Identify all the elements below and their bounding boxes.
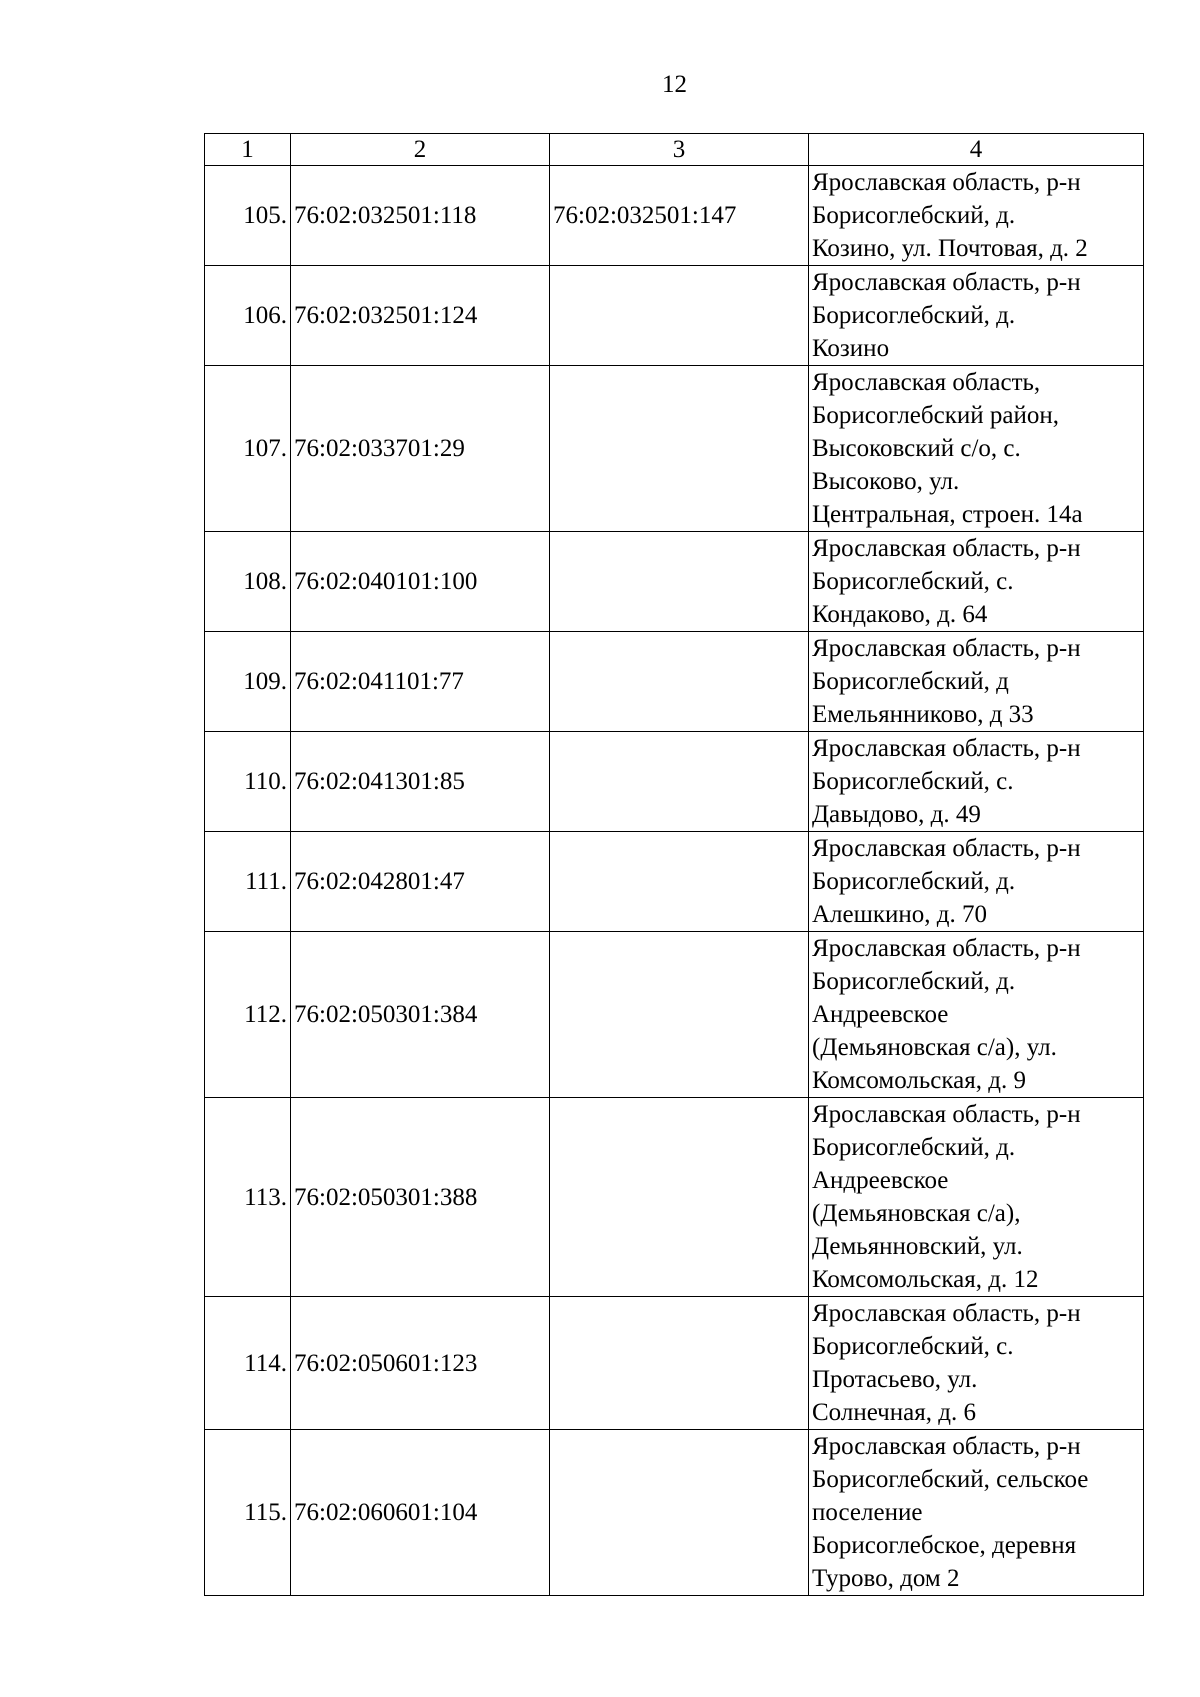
address-line: Андреевское bbox=[812, 1167, 949, 1194]
cadastral-number-cell: 76:02:042801:47 bbox=[291, 832, 550, 932]
page-number: 12 bbox=[662, 71, 687, 98]
address-line: Борисоглебский, с. bbox=[812, 768, 1014, 795]
address-line: Ярославская область, р-н bbox=[812, 835, 1081, 862]
row-number-cell: 109. bbox=[205, 632, 291, 732]
address-line: Борисоглебский, д. bbox=[812, 868, 1016, 895]
cadastral-number-cell: 76:02:033701:29 bbox=[291, 366, 550, 532]
address-line: поселение bbox=[812, 1499, 923, 1526]
address-line: Комсомольская, д. 12 bbox=[812, 1266, 1039, 1293]
registry-table bbox=[204, 133, 1144, 1596]
address-line: Ярославская область, р-н bbox=[812, 1101, 1081, 1128]
header-row bbox=[205, 134, 1144, 166]
row-number-cell: 111. bbox=[205, 832, 291, 932]
cadastral-number-cell: 76:02:032501:118 bbox=[291, 166, 550, 266]
address-line: Высоковский с/о, с. bbox=[812, 435, 1021, 462]
address-cell bbox=[809, 1297, 1144, 1430]
row-number-cell: 110. bbox=[205, 732, 291, 832]
row-number-cell: 108. bbox=[205, 532, 291, 632]
address-line: Борисоглебский, д. bbox=[812, 968, 1016, 995]
address-cell bbox=[809, 932, 1144, 1098]
address-line: Давыдово, д. 49 bbox=[812, 801, 981, 828]
table-row bbox=[205, 832, 1144, 932]
address-line: Солнечная, д. 6 bbox=[812, 1399, 976, 1426]
column-header-2: 2 bbox=[291, 134, 550, 166]
address-line: Борисоглебский, д bbox=[812, 668, 1009, 695]
building-cadastral-number-cell bbox=[550, 832, 809, 932]
table-row bbox=[205, 1098, 1144, 1297]
address-line: Ярославская область, р-н bbox=[812, 1300, 1081, 1327]
address-line: Ярославская область, р-н bbox=[812, 169, 1081, 196]
building-cadastral-number-cell bbox=[550, 1098, 809, 1297]
row-number-cell: 113. bbox=[205, 1098, 291, 1297]
column-header-1: 1 bbox=[205, 134, 291, 166]
address-cell bbox=[809, 1098, 1144, 1297]
cadastral-number-cell: 76:02:041301:85 bbox=[291, 732, 550, 832]
cadastral-number-cell: 76:02:050601:123 bbox=[291, 1297, 550, 1430]
table-row bbox=[205, 532, 1144, 632]
address-cell bbox=[809, 632, 1144, 732]
address-line: Козино bbox=[812, 335, 890, 362]
table-row bbox=[205, 166, 1144, 266]
address-line: Борисоглебский, с. bbox=[812, 1333, 1014, 1360]
cadastral-number-cell: 76:02:041101:77 bbox=[291, 632, 550, 732]
address-line: Протасьево, ул. bbox=[812, 1366, 978, 1393]
address-line: Ярославская область, р-н bbox=[812, 1433, 1081, 1460]
row-number-cell: 106. bbox=[205, 266, 291, 366]
table-row bbox=[205, 632, 1144, 732]
address-line: Ярославская область, bbox=[812, 369, 1041, 396]
building-cadastral-number-cell bbox=[550, 632, 809, 732]
address-cell bbox=[809, 366, 1144, 532]
address-line: (Демьяновская с/а), bbox=[812, 1200, 1021, 1227]
address-line: Алешкино, д. 70 bbox=[812, 901, 987, 928]
building-cadastral-number-cell: 76:02:032501:147 bbox=[550, 166, 809, 266]
cadastral-number-cell: 76:02:050301:388 bbox=[291, 1098, 550, 1297]
table-row bbox=[205, 266, 1144, 366]
address-line: Кондаково, д. 64 bbox=[812, 601, 988, 628]
address-cell bbox=[809, 832, 1144, 932]
address-line: Борисоглебское, деревня bbox=[812, 1532, 1077, 1559]
table-row bbox=[205, 1297, 1144, 1430]
cadastral-number-cell: 76:02:040101:100 bbox=[291, 532, 550, 632]
address-line: Демьянновский, ул. bbox=[812, 1233, 1023, 1260]
address-cell bbox=[809, 732, 1144, 832]
address-line: Ярославская область, р-н bbox=[812, 635, 1081, 662]
table-row bbox=[205, 366, 1144, 532]
building-cadastral-number-cell bbox=[550, 932, 809, 1098]
address-line: Турово, дом 2 bbox=[812, 1565, 960, 1592]
address-cell bbox=[809, 532, 1144, 632]
building-cadastral-number-cell bbox=[550, 266, 809, 366]
row-number-cell: 105. bbox=[205, 166, 291, 266]
address-line: Ярославская область, р-н bbox=[812, 535, 1081, 562]
building-cadastral-number-cell bbox=[550, 1297, 809, 1430]
table-body bbox=[205, 166, 1144, 1596]
row-number-cell: 115. bbox=[205, 1430, 291, 1596]
address-line: Борисоглебский, д. bbox=[812, 302, 1016, 329]
building-cadastral-number-cell bbox=[550, 366, 809, 532]
address-line: Комсомольская, д. 9 bbox=[812, 1067, 1026, 1094]
column-header-4: 4 bbox=[809, 134, 1144, 166]
address-line: Андреевское bbox=[812, 1001, 949, 1028]
address-cell bbox=[809, 266, 1144, 366]
cadastral-number-cell: 76:02:032501:124 bbox=[291, 266, 550, 366]
address-cell bbox=[809, 1430, 1144, 1596]
address-line: Борисоглебский, д. bbox=[812, 1134, 1016, 1161]
building-cadastral-number-cell bbox=[550, 1430, 809, 1596]
address-line: Ярославская область, р-н bbox=[812, 269, 1081, 296]
address-line: Высоково, ул. bbox=[812, 468, 960, 495]
address-line: Козино, ул. Почтовая, д. 2 bbox=[812, 235, 1088, 262]
address-line: Борисоглебский, сельское bbox=[812, 1466, 1089, 1493]
building-cadastral-number-cell bbox=[550, 532, 809, 632]
row-number-cell: 112. bbox=[205, 932, 291, 1098]
table-row bbox=[205, 1430, 1144, 1596]
column-header-3: 3 bbox=[550, 134, 809, 166]
address-line: Ярославская область, р-н bbox=[812, 735, 1081, 762]
address-line: Борисоглебский район, bbox=[812, 402, 1059, 429]
cadastral-number-cell: 76:02:060601:104 bbox=[291, 1430, 550, 1596]
table-row bbox=[205, 732, 1144, 832]
building-cadastral-number-cell bbox=[550, 732, 809, 832]
address-line: (Демьяновская с/а), ул. bbox=[812, 1034, 1057, 1061]
cadastral-number-cell: 76:02:050301:384 bbox=[291, 932, 550, 1098]
address-line: Емельянниково, д 33 bbox=[812, 701, 1034, 728]
row-number-cell: 114. bbox=[205, 1297, 291, 1430]
address-line: Борисоглебский, д. bbox=[812, 202, 1016, 229]
address-cell bbox=[809, 166, 1144, 266]
address-line: Ярославская область, р-н bbox=[812, 935, 1081, 962]
table-row bbox=[205, 932, 1144, 1098]
address-line: Центральная, строен. 14а bbox=[812, 501, 1083, 528]
address-line: Борисоглебский, с. bbox=[812, 568, 1014, 595]
row-number-cell: 107. bbox=[205, 366, 291, 532]
